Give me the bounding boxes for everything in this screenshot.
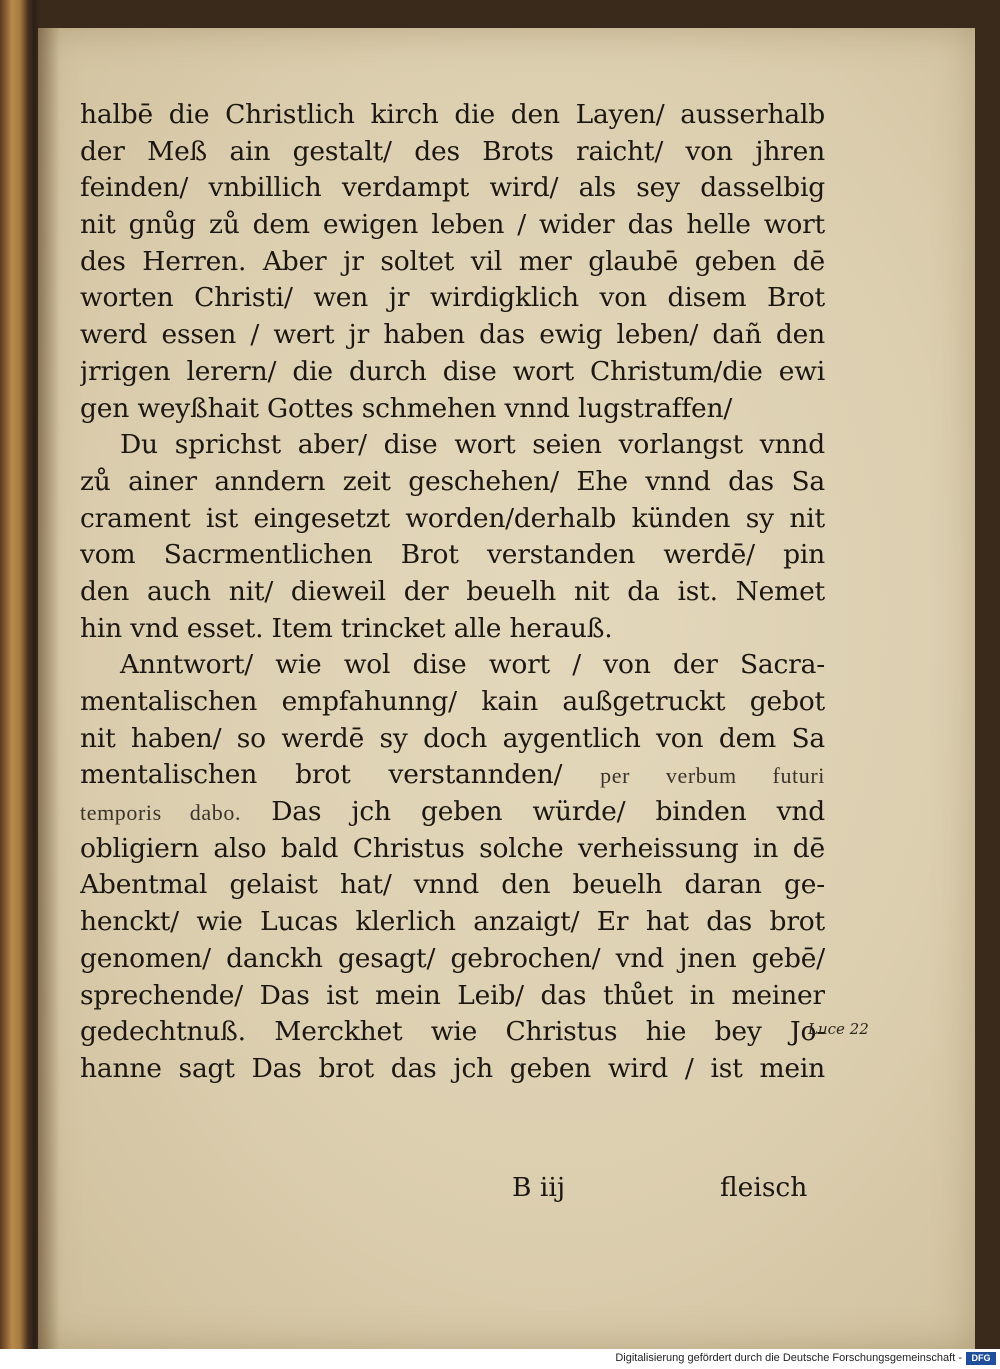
margin-note-reference: Luce 22 <box>808 1020 869 1038</box>
text-line: werd essen / wert jr haben das ewig leben/ dañ den <box>80 319 825 351</box>
signature-mark: B iij <box>512 1172 566 1203</box>
attribution-bar <box>0 1349 1000 1369</box>
text-line: des Herren. Aber jr soltet vil mer glaubē geben dē <box>80 245 825 277</box>
text-line: hanne sagt Das brot das jch geben wird / ist mein <box>80 1052 825 1084</box>
text-line: vom Sacrmentlichen Brot verstanden werdē/ pin <box>80 539 825 571</box>
text-line: mentalischen empfahunng/ kain außgetruckt gebot <box>80 686 825 717</box>
paragraph-start-line: Anntwort/ wie wol dise wort / von der Sacra- <box>120 649 825 681</box>
paragraph-start-line: Du sprichst aber/ dise wort seien vorlangst vnnd <box>120 429 825 461</box>
body-text <box>80 97 825 1088</box>
fraktur-segment: mentalischen brot verstannden/ <box>80 759 563 791</box>
text-line-mixed <box>80 757 825 794</box>
text-line: zů ainer anndern zeit geschehen/ Ehe vnnd das Sa <box>80 465 825 497</box>
text-line: nit gnůg zů dem ewigen leben / wider das helle wort <box>80 209 825 241</box>
text-line: henckt/ wie Lucas klerlich anzaigt/ Er hat das brot <box>80 906 825 938</box>
latin-segment: temporis dabo. <box>80 800 242 826</box>
text-line: der Meß ain gestalt/ des Brots raicht/ von jhren <box>80 135 825 167</box>
text-line: nit haben/ so werdē sy doch aygentlich von dem Sa <box>80 722 825 754</box>
page-gutter-shadow <box>38 28 60 1349</box>
text-line: worten Christi/ wen jr wirdigklich von disem Brot <box>80 282 825 314</box>
text-line: crament ist eingesetzt worden/derhalb künden sy nit <box>80 502 825 534</box>
text-line: gen weyßhait Gottes schmehen vnnd lugstraffen/ <box>80 392 733 424</box>
text-line: sprechende/ Das ist mein Leib/ das thůet in meiner <box>80 979 825 1011</box>
text-line: halbē die Christlich kirch die den Layen/ ausserhalb <box>80 99 825 130</box>
text-line: hin vnd esset. Item trincket alle herauß. <box>80 612 613 644</box>
catchword: fleisch <box>720 1172 808 1203</box>
text-line: feinden/ vnbillich verdampt wird/ als sey dasselbig <box>80 172 825 204</box>
funding-attribution: Digitalisierung gefördert durch die Deutsche Forschungsgemeinschaft - <box>615 1352 962 1364</box>
text-line: den auch nit/ dieweil der beuelh nit da ist. Nemet <box>80 575 825 607</box>
text-line: gedechtnuß. Merckhet wie Christus hie bey Jo- <box>80 1016 825 1048</box>
text-line: Abentmal gelaist hat/ vnnd den beuelh daran ge- <box>80 869 825 901</box>
dfg-logo-icon: DFG <box>966 1352 996 1365</box>
fraktur-segment: Das jch geben würde/ binden vnd <box>271 796 825 828</box>
text-line-mixed <box>80 794 825 831</box>
latin-segment: per verbum futuri <box>600 763 825 789</box>
text-line: obligiern also bald Christus solche verheissung in dē <box>80 832 825 864</box>
text-line: jrrigen lerern/ die durch dise wort Christum/die ewi <box>80 355 825 387</box>
page-footer <box>80 1172 825 1212</box>
text-line: genomen/ danckh gesagt/ gebrochen/ vnd jnen gebē/ <box>80 942 825 974</box>
